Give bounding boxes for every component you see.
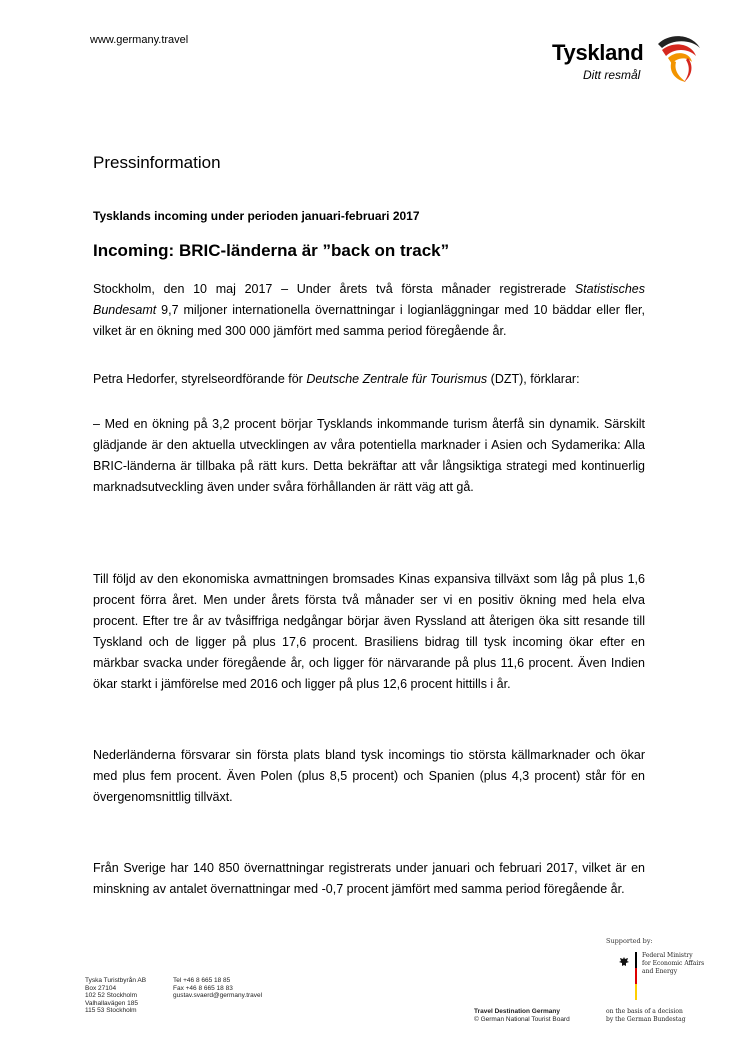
paragraph-sweden: Från Sverige har 140 850 övernattningar registrerats under januari och februari 2017, vilket är en minskning av antalet övernattningar med -0,7 procent jämfört med samma period föregående år.: [93, 861, 645, 896]
footer-address: Tyska Turistbyrån AB Box 27104 102 52 Stockholm Valhallavägen 185 115 53 Stockholm: [85, 977, 147, 1014]
bundestag-basis-note: on the basis of a decision by the German Bundestag: [606, 1008, 686, 1023]
tyskland-logo: [552, 30, 702, 90]
website-url[interactable]: www.germany.travel: [90, 34, 189, 46]
ministry-logo: [618, 952, 708, 1000]
logo-subtitle: Ditt resmål: [583, 68, 641, 82]
federal-eagle-icon: [618, 956, 630, 968]
supported-by-label: Supported by:: [606, 937, 653, 945]
german-flag-bar: [635, 952, 637, 1000]
paragraph-quote-intro: Petra Hedorfer, styrelseordförande för Deutsche Zentrale für Tourismus (DZT), förklarar:: [93, 372, 580, 386]
logo-title: Tyskland: [552, 40, 644, 65]
paragraph-intro: Stockholm, den 10 maj 2017 – Under årets två första månader registrerade Statistisches Bundesamt 9,7 miljoner internationella övernattningar i logianläggningar med 10 bäddar eller fler, vilket är en ökning med 300 000 jämfört med samma period föregående år.: [93, 282, 645, 338]
footer-fax: Fax +46 8 665 18 83: [173, 984, 233, 992]
logo-swirl-icon: [648, 30, 704, 86]
ministry-name: Federal Ministry for Economic Affairs and Energy: [642, 952, 705, 975]
footer-phone: Tel +46 8 665 18 85: [173, 977, 231, 984]
subheading: Tysklands incoming under perioden januari-februari 2017: [93, 209, 420, 223]
document-type: Pressinformation: [93, 153, 221, 172]
headline: Incoming: BRIC-länderna är ”back on track”: [93, 241, 450, 260]
travel-destination-germany: Travel Destination Germany © German National Tourist Board: [474, 1008, 570, 1023]
paragraph-bric: Till följd av den ekonomiska avmattningen bromsades Kinas expansiva tillväxt som låg på plus 1,6 procent förra året. Men under årets första två månader ser vi en positiv ökning med hela elva procent. Efter tre år av tvåsiffriga nedgångar börjar även Ryssland att återigen öka sitt resande till Tyskland och de ligger på plus 17,6 procent. Brasiliens bidrag till tysk incoming ökar efter en märkbar svacka under föregående år, och ligger för närvarande på plus 11,6 procent. Även Indien ökar starkt i jämförelse med 2016 och ligger på plus 12,6 procent hittills i år.: [93, 572, 645, 691]
paragraph-quote: – Med en ökning på 3,2 procent börjar Tysklands inkommande turism återfå sin dynamik. Särskilt glädjande är den aktuella utvecklingen av våra potentiella marknader i Asien och Sydamerika: Alla BRIC-länderna är tillbaka på rätt kurs. Detta bekräftar att vår långsiktiga strategi med kontinuerlig marknadsutveckling även under svåra förhållanden är rätt väg att gå.: [93, 417, 645, 494]
footer-contact: [173, 977, 262, 1000]
paragraph-netherlands: Nederländerna försvarar sin första plats bland tysk incomings tio största källmarknader och ökar med plus fem procent. Även Polen (plus 8,5 procent) och Spanien (plus 4,3 procent) står för en övergenomsnittlig tillväxt.: [93, 748, 645, 804]
footer-email[interactable]: gustav.svaerd@germany.travel: [173, 992, 263, 999]
